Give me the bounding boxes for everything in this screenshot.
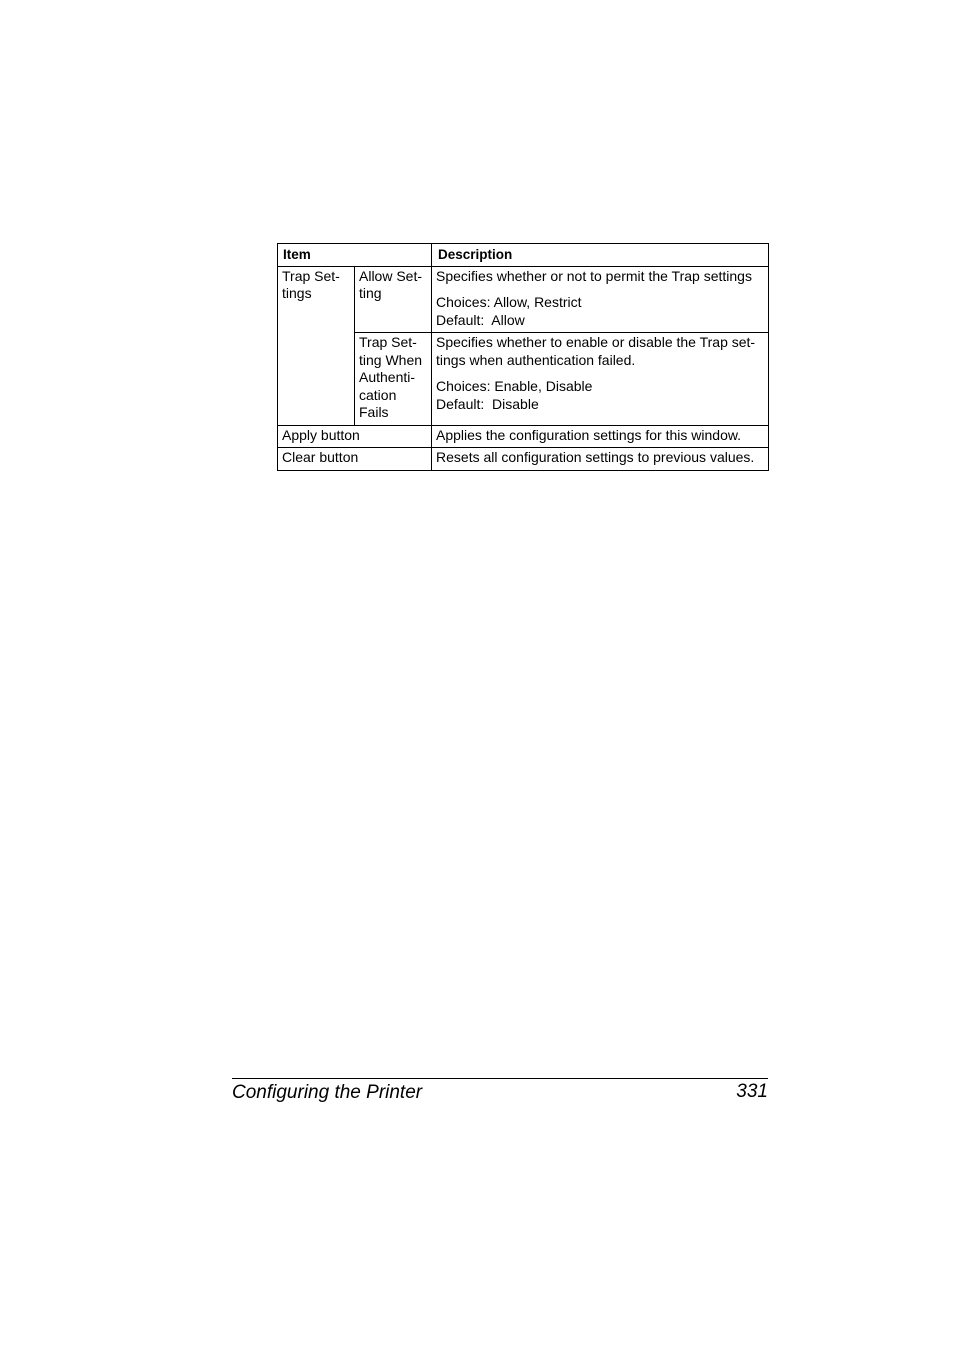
table-row xyxy=(278,448,769,471)
description-allow-setting xyxy=(432,266,769,333)
sub-item-allow-setting xyxy=(355,266,432,333)
sub-item-line: Authenti- xyxy=(359,369,416,385)
sub-item-line: cation xyxy=(359,386,397,403)
description-line: Specifies whether or not to permit the Trap settings xyxy=(436,267,752,284)
footer-title: Configuring the Printer xyxy=(232,1082,423,1103)
header-item: Item xyxy=(278,244,432,267)
item-clear-button: Clear button xyxy=(278,448,432,471)
default-text: Default: Disable xyxy=(436,395,539,412)
table-row xyxy=(278,266,769,333)
description-trap-auth-fails xyxy=(432,333,769,426)
group-label-line: Trap Set- xyxy=(282,267,340,284)
group-label-line: tings xyxy=(282,285,312,301)
footer-divider xyxy=(232,1078,768,1079)
table-header-row xyxy=(278,244,769,267)
sub-item-line: Trap Set- xyxy=(359,334,417,350)
sub-item-line: Fails xyxy=(359,404,389,420)
settings-table xyxy=(277,243,769,471)
header-description: Description xyxy=(432,244,769,267)
group-cell-trap-settings xyxy=(278,266,355,425)
paragraph-gap xyxy=(436,369,764,378)
sub-item-line: ting When xyxy=(359,351,423,368)
sub-item-trap-auth-fails xyxy=(355,333,432,426)
page-number: 331 xyxy=(736,1081,768,1102)
description-apply-button: Applies the configuration settings for this window. xyxy=(432,425,769,448)
sub-item-line: ting xyxy=(359,285,382,301)
choices-text: Choices: Enable, Disable xyxy=(436,378,593,394)
description-line: tings when authentication failed. xyxy=(436,351,636,368)
default-text: Default: Allow xyxy=(436,311,525,328)
sub-item-line: Allow Set- xyxy=(359,267,423,284)
item-apply-button: Apply button xyxy=(278,425,432,448)
description-line: Specifies whether to enable or disable the Trap set- xyxy=(436,334,756,350)
paragraph-gap xyxy=(436,285,764,294)
table-row xyxy=(278,425,769,448)
description-clear-button: Resets all configuration settings to previous values. xyxy=(432,448,769,471)
choices-text: Choices: Allow, Restrict xyxy=(436,294,582,310)
